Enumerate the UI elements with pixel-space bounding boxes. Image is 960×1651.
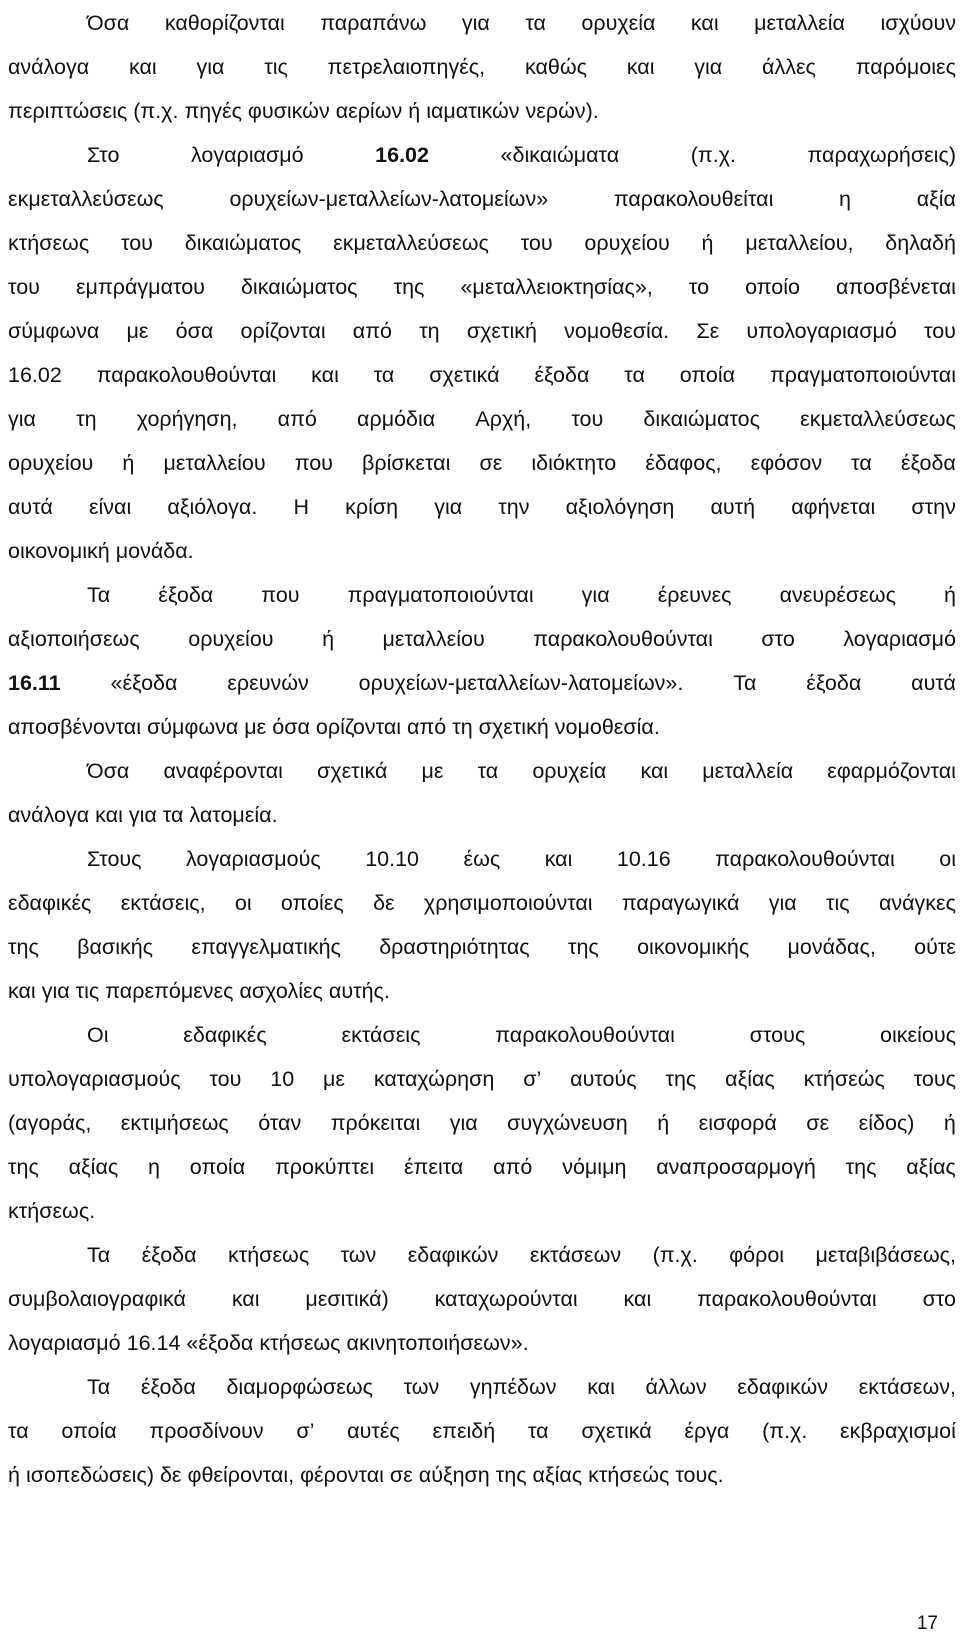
text-line: κτήσεως. bbox=[8, 1199, 96, 1223]
text-line: ανάλογα και για τα λατομεία. bbox=[8, 803, 278, 827]
text-line: 16.02 παρακολουθούνται και τα σχετικά έξοδα τα οποία πραγματοποιούνται bbox=[8, 363, 956, 387]
text-line: υπολογαριασμούς του 10 με καταχώρηση σ’ αυτούς της αξίας κτήσεώς τους bbox=[8, 1067, 956, 1091]
text-line: εκμεταλλεύσεως ορυχείων-μεταλλείων-λατομείων» παρακολουθείται η αξία bbox=[8, 187, 956, 211]
text-line: αποσβένονται σύμφωνα με όσα ορίζονται από τη σχετική νομοθεσία. bbox=[8, 715, 660, 739]
text-line: κτήσεως του δικαιώματος εκμεταλλεύσεως του ορυχείου ή μεταλλείου, δηλαδή bbox=[8, 231, 956, 255]
text-line: οικονομική μονάδα. bbox=[8, 539, 194, 563]
text-line: ή ισοπεδώσεις) δε φθείρονται, φέρονται σε αύξηση της αξίας κτήσεώς τους. bbox=[8, 1463, 724, 1487]
text-line: Όσα καθορίζονται παραπάνω για τα ορυχεία και μεταλλεία ισχύουν bbox=[87, 11, 956, 35]
text-line: και για τις παρεπόμενες ασχολίες αυτής. bbox=[8, 979, 390, 1003]
text-line: Τα έξοδα διαμορφώσεως των γηπέδων και άλλων εδαφικών εκτάσεων, bbox=[87, 1375, 956, 1399]
text-line: Όσα αναφέρονται σχετικά με τα ορυχεία και μεταλλεία εφαρμόζονται bbox=[87, 759, 956, 783]
text-line: περιπτώσεις (π.χ. πηγές φυσικών αερίων ή ιαματικών νερών). bbox=[8, 99, 599, 123]
text-line: Τα έξοδα κτήσεως των εδαφικών εκτάσεων (π.χ. φόροι μεταβιβάσεως, bbox=[87, 1243, 956, 1267]
text-line: Στο λογαριασμό 16.02 «δικαιώματα (π.χ. παραχωρήσεις) bbox=[87, 143, 956, 167]
text-line: ανάλογα και για τις πετρελαιοπηγές, καθώς και για άλλες παρόμοιες bbox=[8, 55, 956, 79]
text-line: της βασικής επαγγελματικής δραστηριότητας της οικονομικής μονάδας, ούτε bbox=[8, 935, 956, 959]
page-number: 17 bbox=[916, 1613, 938, 1634]
text-line: τα οποία προσδίνουν σ’ αυτές επειδή τα σχετικά έργα (π.χ. εκβραχισμοί bbox=[8, 1419, 956, 1443]
text-line: 16.11 «έξοδα ερευνών ορυχείων-μεταλλείων-λατομείων». Τα έξοδα αυτά bbox=[8, 671, 956, 695]
text-line: (αγοράς, εκτιμήσεως όταν πρόκειται για συγχώνευση ή εισφορά σε είδος) ή bbox=[8, 1111, 956, 1135]
text-line: εδαφικές εκτάσεις, οι οποίες δε χρησιμοποιούνται παραγωγικά για τις ανάγκες bbox=[8, 891, 956, 915]
text-line: Τα έξοδα που πραγματοποιούνται για έρευνες ανευρέσεως ή bbox=[87, 583, 956, 607]
text-line: συμβολαιογραφικά και μεσιτικά) καταχωρούνται και παρακολουθούνται στο bbox=[8, 1287, 956, 1311]
text-line: ορυχείου ή μεταλλείου που βρίσκεται σε ιδιόκτητο έδαφος, εφόσον τα έξοδα bbox=[8, 451, 956, 475]
text-line: Στους λογαριασμούς 10.10 έως και 10.16 παρακολουθούνται οι bbox=[87, 847, 956, 871]
text-line: της αξίας η οποία προκύπτει έπειτα από νόμιμη αναπροσαρμογή της αξίας bbox=[8, 1155, 956, 1179]
text-line: αξιοποιήσεως ορυχείου ή μεταλλείου παρακολουθούνται στο λογαριασμό bbox=[8, 627, 956, 651]
text-line: για τη χορήγηση, από αρμόδια Αρχή, του δικαιώματος εκμεταλλεύσεως bbox=[8, 407, 956, 431]
text-line: σύμφωνα με όσα ορίζονται από τη σχετική νομοθεσία. Σε υπολογαριασμό του bbox=[8, 319, 956, 343]
text-line: Οι εδαφικές εκτάσεις παρακολουθούνται στους οικείους bbox=[87, 1023, 956, 1047]
text-line: αυτά είναι αξιόλογα. Η κρίση για την αξιολόγηση αυτή αφήνεται στην bbox=[8, 495, 956, 519]
text-line: λογαριασμό 16.14 «έξοδα κτήσεως ακινητοποιήσεων». bbox=[8, 1331, 529, 1355]
text-line: του εμπράγματου δικαιώματος της «μεταλλειοκτησίας», το οποίο αποσβένεται bbox=[8, 275, 956, 299]
